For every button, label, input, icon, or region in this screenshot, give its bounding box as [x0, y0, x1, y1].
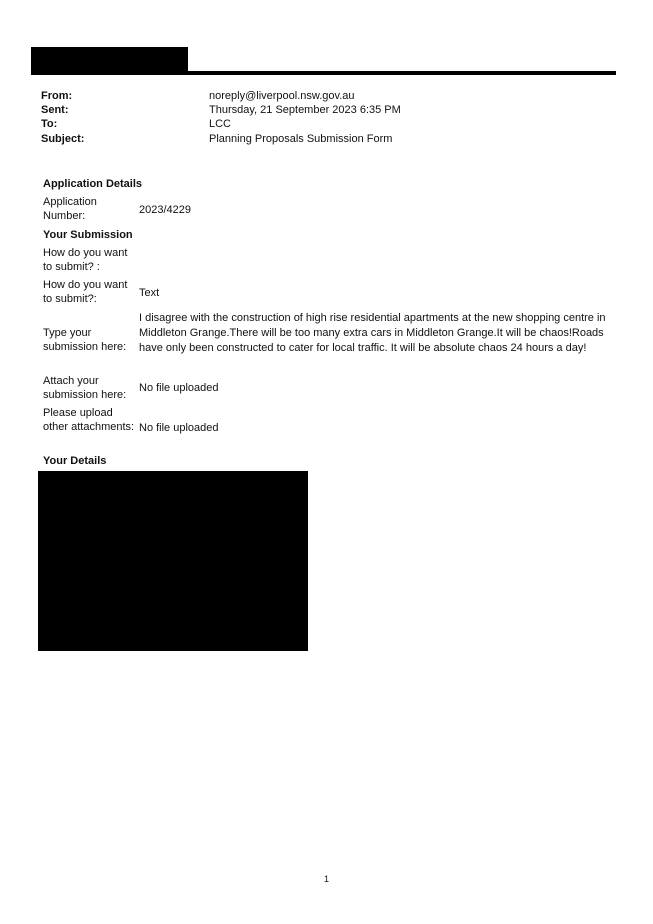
your-submission-heading: Your Submission	[43, 229, 133, 241]
how-submit-label-1: How do you want to submit? :	[43, 247, 128, 273]
attach-value: No file uploaded	[139, 382, 219, 394]
page-number: 1	[323, 874, 329, 884]
to-value: LCC	[209, 118, 232, 130]
how-submit-value-2: Text	[139, 287, 160, 299]
header-rule	[31, 71, 616, 75]
application-details-heading: Application Details	[43, 178, 143, 190]
type-submission-value: I disagree with the construction of high rise residential apartments at the new shopping centre in Middleton Grange.There will be too many extra cars in Middleton Grange.It will be chaos!Roads have only been constructed to cater for local traffic. It will be absolute chaos 24 hours a day!	[139, 312, 606, 354]
from-value: noreply@liverpool.nsw.gov.au	[209, 90, 355, 102]
redaction-block-details	[38, 471, 308, 651]
subject-label: Subject:	[41, 133, 85, 145]
other-attachments-label: Please upload other attachments:	[43, 407, 135, 433]
how-submit-label-2: How do you want to submit?:	[43, 279, 128, 305]
other-attachments-value: No file uploaded	[139, 422, 219, 434]
attach-label: Attach your submission here:	[43, 375, 127, 401]
from-label: From:	[41, 90, 73, 102]
application-number-label: Application Number:	[43, 196, 97, 222]
sent-value: Thursday, 21 September 2023 6:35 PM	[209, 104, 401, 116]
application-number-value: 2023/4229	[139, 204, 191, 216]
your-details-heading: Your Details	[43, 455, 107, 467]
subject-value: Planning Proposals Submission Form	[209, 133, 393, 145]
redaction-bar-top	[31, 47, 188, 74]
sent-label: Sent:	[41, 104, 69, 116]
to-label: To:	[41, 118, 58, 130]
type-submission-label: Type your submission here:	[43, 327, 127, 353]
